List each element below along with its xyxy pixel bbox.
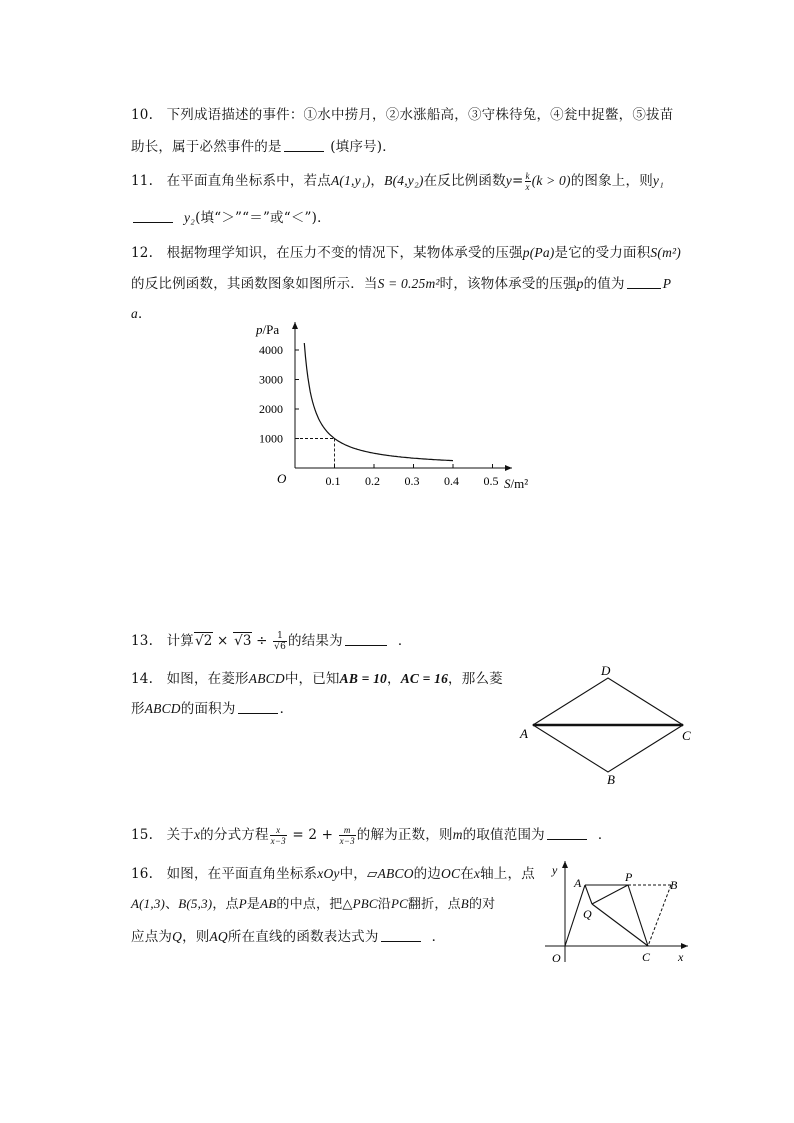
y-tick-label: 4000 (259, 343, 283, 357)
q16-end: ． (431, 929, 446, 945)
answer-blank (238, 701, 278, 714)
q16-number: 16. (131, 866, 154, 882)
q12-text: 是它的受力面积 (554, 245, 651, 261)
label-o: O (552, 951, 561, 965)
q15-text: 关于 (166, 827, 194, 843)
q11-text: 在平面直角坐标系中，若点 (166, 173, 331, 189)
frac-num: m (339, 825, 356, 836)
q11-text: 在反比例函数 (423, 173, 506, 189)
q13-text: 计算 (166, 633, 194, 649)
q11-line1 (131, 169, 664, 192)
segment-pc (628, 885, 648, 946)
q12-text: 的值为 (583, 276, 625, 292)
q14-sep: ， (386, 671, 401, 687)
y1: y₁ (652, 173, 664, 188)
label-b: B (607, 772, 615, 787)
divide-sign: ÷ (251, 633, 273, 649)
x-tick-label: 0.5 (483, 474, 499, 488)
side-ab: AB (260, 896, 277, 911)
q14-line2 (131, 697, 293, 717)
rhombus-name: ABCD (248, 671, 285, 686)
label-d: D (601, 663, 611, 678)
q16-text: 如图，在平面直角坐标系 (166, 866, 318, 882)
point-q: Q (172, 929, 183, 944)
pressure-area-chart (250, 320, 540, 500)
y-tick-label: 1000 (259, 431, 283, 446)
frac-den: √6 (274, 642, 287, 652)
q12-number: 12. (131, 245, 154, 261)
q11-text: (填“＞”“＝”或“＜”)． (195, 210, 331, 226)
q10-text-3: (填序号)． (325, 139, 396, 155)
x-tick-label: 0.4 (444, 474, 459, 488)
q16-text: 翻折，点 (407, 897, 461, 912)
coord-system: xOy (317, 866, 340, 881)
label-y: y (552, 863, 558, 877)
q12-text: 的反比例函数，其函数图象如图所示．当 (131, 276, 378, 292)
label-a: A (574, 876, 582, 890)
point-a: A(1,y₁) (330, 173, 371, 188)
frac-den: x−3 (339, 836, 355, 846)
q15-end: ． (597, 827, 612, 843)
parallelogram-figure (540, 858, 700, 970)
unit-p: P (662, 276, 672, 291)
q15-text: 的分式方程 (200, 827, 269, 843)
k-condition: (k > 0) (531, 173, 571, 188)
q11-sep: ， (370, 173, 385, 189)
segment-pq (592, 885, 628, 904)
origin-label: O (277, 471, 287, 486)
q11-text: 的图象上，则 (570, 173, 653, 189)
y2: y₂ (183, 210, 196, 225)
y-tick-label: 2000 (259, 402, 283, 416)
q14-line1 (131, 667, 503, 687)
equation-middle: = 2 + (287, 827, 338, 843)
q13-line (131, 629, 412, 652)
frac-num: 1 (273, 631, 287, 642)
q14-text: 如图，在菱形 (166, 671, 249, 687)
q15-number: 15. (131, 827, 154, 843)
q16-text: 沿 (377, 897, 391, 912)
unit-a: a (131, 306, 138, 321)
parallelogram-name: ABCO (377, 866, 414, 881)
point-p: P (238, 896, 247, 911)
q10-number: 10. (131, 107, 154, 123)
var-x: x (473, 866, 481, 881)
answer-blank (627, 276, 661, 289)
q16-line1 (131, 862, 535, 882)
q16-text: 的边 (413, 866, 442, 882)
q14-text: 形 (131, 701, 145, 717)
label-q: Q (583, 907, 592, 921)
y-axis-label: p/Pa (256, 322, 280, 337)
area-var: S(m²) (650, 245, 681, 260)
area-condition: S = 0.25m² (377, 276, 440, 291)
inverse-proportion-curve (304, 343, 453, 461)
label-b: B (670, 878, 678, 892)
fraction-1-over-sqrt6 (273, 631, 287, 652)
var-m: m (452, 827, 463, 842)
answer-blank (381, 929, 421, 942)
side-pc: PC (390, 896, 408, 911)
q14-number: 14. (131, 671, 154, 687)
rhombus-name: ABCD (144, 701, 181, 716)
segment-aq (585, 885, 592, 904)
q16-text: 的对 (468, 897, 496, 912)
q11-line2 (131, 206, 331, 226)
y-tick-label: 3000 (259, 372, 283, 387)
q10-line2 (131, 135, 396, 155)
q16-text: ，点 (212, 897, 239, 912)
x-tick-label: 0.2 (365, 474, 380, 488)
q12-line2 (131, 272, 671, 292)
q16-text: 是 (246, 897, 261, 912)
point-a: A(1,3) (131, 896, 166, 911)
q16-line2 (131, 893, 495, 912)
q12-end: ． (137, 306, 152, 322)
fraction-x-over-x-3 (270, 825, 287, 846)
ac-length: AC = 16 (400, 671, 449, 686)
sqrt-3: √3 (234, 633, 252, 649)
var-x: x (193, 827, 201, 842)
point-b-label: B (460, 896, 469, 911)
q15-line (131, 823, 612, 846)
q14-text: 中，已知 (284, 671, 340, 687)
q16-text: ，则 (182, 929, 210, 945)
point-b: B(5,3) (178, 896, 213, 911)
q14-end: ． (279, 701, 294, 717)
q12-line3 (131, 302, 152, 322)
answer-blank (547, 827, 587, 840)
q10-line1 (131, 103, 673, 123)
q16-text: 、 (165, 897, 179, 912)
q16-text: 在 (460, 866, 474, 882)
q12-text: 根据物理学知识，在压力不变的情况下，某物体承受的压强 (166, 245, 523, 261)
sqrt-2: √2 (194, 633, 213, 649)
q16-text: 轴上，点 (480, 866, 535, 882)
x-tick-label: 0.3 (404, 474, 420, 488)
q16-text: 中，▱ (339, 866, 378, 882)
func-eq: = (511, 173, 524, 189)
q15-text: 的解为正数，则 (356, 827, 453, 843)
x-axis-label: S/m² (504, 476, 529, 491)
side-oc: OC (441, 866, 461, 881)
line-aq: AQ (209, 929, 228, 944)
q16-line3 (131, 925, 445, 945)
q13-end: ． (397, 633, 412, 649)
ab-length: AB = 10 (339, 671, 387, 686)
q10-text-2: 助长，属于必然事件的是 (131, 139, 282, 155)
side-bc-dashed (648, 885, 671, 946)
triangle-pbc: △PBC (342, 896, 378, 911)
frac-num: k (525, 171, 530, 181)
q10-text-1: 下列成语描述的事件：①水中捞月，②水涨船高，③守株待兔，④瓮中捉鳖，⑤拔苗 (166, 107, 674, 123)
label-c: C (642, 950, 651, 964)
rhombus-figure (515, 660, 700, 790)
segment-qc (592, 904, 648, 946)
q13-text: 的结果为 (288, 633, 343, 649)
point-b: B(4,y₂) (384, 173, 424, 188)
label-a: A (520, 726, 528, 741)
q13-number: 13. (131, 633, 154, 649)
q16-text: 的中点，把 (276, 897, 343, 912)
answer-blank (284, 139, 324, 152)
q16-text: 应点为 (131, 929, 173, 945)
q12-text: 时，该物体承受的压强 (439, 276, 577, 292)
q14-text: 的面积为 (180, 701, 236, 717)
fraction-m-over-x-3 (339, 825, 356, 846)
answer-blank (133, 210, 173, 223)
frac-den: x (525, 182, 530, 192)
q15-text: 的取值范围为 (462, 827, 545, 843)
q14-text: ，那么菱 (448, 671, 503, 687)
fraction-k-over-x (525, 171, 531, 192)
side-oa (565, 885, 585, 946)
func-y: y (505, 173, 512, 188)
label-x: x (678, 950, 684, 964)
times-sign: × (212, 633, 234, 649)
pressure-var: p (576, 276, 584, 291)
q16-text: 所在直线的函数表达式为 (227, 929, 379, 945)
frac-num: x (270, 825, 287, 836)
frac-den: x−3 (270, 836, 286, 846)
label-p: P (625, 870, 633, 884)
answer-blank (345, 633, 387, 646)
pressure-var: p(Pa) (522, 245, 555, 260)
q12-line1 (131, 241, 681, 261)
q11-number: 11. (131, 173, 154, 189)
label-c: C (682, 728, 691, 743)
x-tick-label: 0.1 (325, 474, 341, 488)
